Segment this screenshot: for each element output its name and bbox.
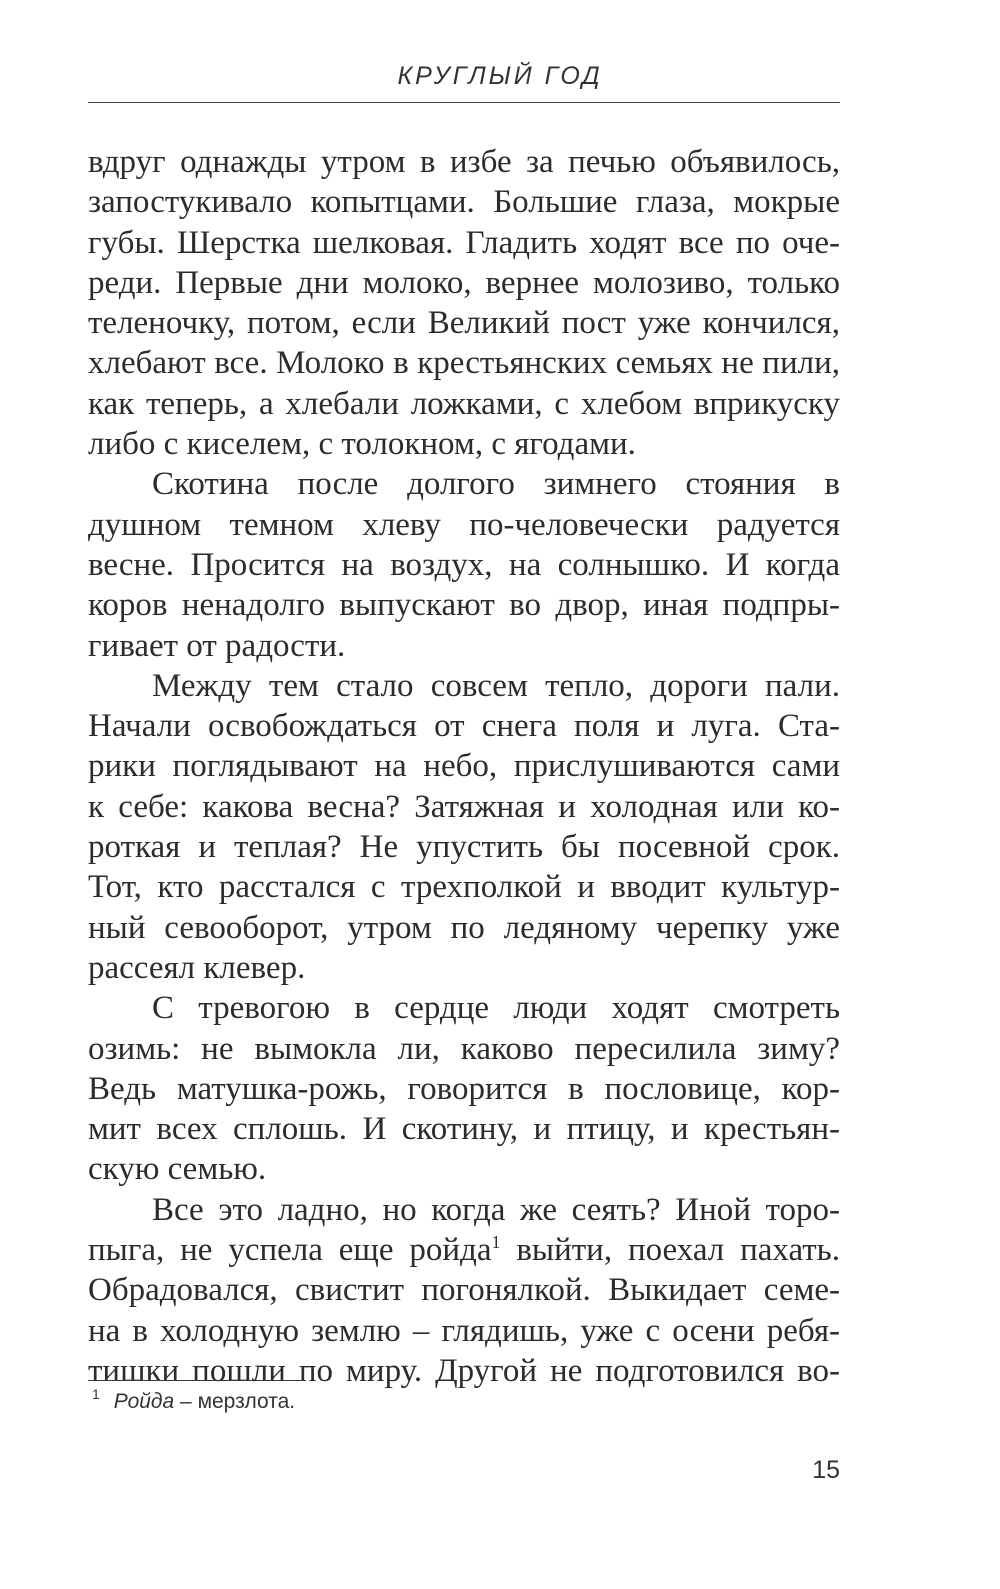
- text-line: на в холодную землю – глядишь, уже с осени ребя-: [88, 1312, 840, 1349]
- text-line: запостукивало копытцами. Большие глаза, мокрые: [88, 184, 840, 221]
- text-line: гивает от радости.: [88, 627, 346, 664]
- text-line: Тот, кто расстался с трехполкой и вводит культур-: [88, 869, 840, 906]
- footnote-marker: 1: [92, 1386, 100, 1402]
- text-line: как теперь, а хлебали ложками, с хлебом вприкуску: [88, 385, 840, 422]
- text-line: к себе: какова весна? Затяжная и холодная или ко-: [88, 788, 840, 825]
- text-line: коров ненадолго выпускают во двор, иная подпры-: [88, 587, 840, 624]
- header-rule: [88, 102, 840, 103]
- footnote-rule: [88, 1380, 306, 1381]
- main-text: [88, 142, 840, 1391]
- text-line: губы. Шерстка шелковая. Гладить ходят все по оче-: [88, 224, 840, 261]
- text-line: хлебают все. Молоко в крестьянских семьях не пили,: [88, 345, 840, 382]
- text-line-with-footnote-ref: [88, 1230, 840, 1270]
- footnote-definition: – мерзлота.: [174, 1390, 296, 1413]
- text-line: ный севооборот, утром по ледяному черепку уже: [88, 909, 840, 946]
- text-line: душном темном хлеву по-человечески радуется: [88, 506, 840, 543]
- text-line: С тревогою в сердце люди ходят смотреть: [152, 990, 840, 1027]
- running-head: КРУГЛЫЙ ГОД: [397, 62, 603, 90]
- text-line: скую семью.: [88, 1151, 267, 1188]
- footnote: [92, 1386, 295, 1414]
- text-line: теленочку, потом, если Великий пост уже кончился,: [88, 305, 840, 342]
- footnote-term: Ройда: [113, 1390, 175, 1413]
- page-number: 15: [812, 1456, 840, 1484]
- text-line: тишки пошли по миру. Другой не подготовился во-: [88, 1352, 840, 1389]
- text-line: вдруг однажды утром в избе за печью объявилось,: [88, 144, 840, 180]
- text-line: мит всех сплошь. И скотину, и птицу, и крестьян-: [88, 1111, 840, 1148]
- text-line: Ведь матушка-рожь, говорится в пословице, кор-: [88, 1070, 840, 1107]
- text-fragment: выйти, поехал пахать.: [500, 1232, 840, 1269]
- text-line: рики поглядывают на небо, прислушиваются сами: [88, 748, 840, 785]
- text-line: озимь: не вымокла ли, каково пересилила зиму?: [88, 1030, 840, 1067]
- text-line: Обрадовался, свистит погонялкой. Выкидает семе-: [88, 1272, 840, 1309]
- text-line: Начали освобождаться от снега поля и луга. Ста-: [88, 708, 840, 745]
- text-fragment: пыга, не успела еще ройда: [88, 1232, 492, 1269]
- text-line: реди. Первые дни молоко, вернее молозиво, только: [88, 264, 840, 301]
- text-line: Скотина после долгого зимнего стояния в: [152, 466, 840, 503]
- text-line: либо с киселем, с толокном, с ягодами.: [88, 426, 636, 463]
- footnote-reference[interactable]: 1: [491, 1232, 501, 1253]
- text-line: Между тем стало совсем тепло, дороги пали.: [152, 667, 840, 704]
- text-line: рассеял клевер.: [88, 949, 306, 986]
- text-line: роткая и теплая? Не упустить бы посевной срок.: [88, 829, 840, 866]
- text-line: весне. Просится на воздух, на солнышко. И когда: [88, 546, 840, 583]
- text-line: Все это ладно, но когда же сеять? Иной торо-: [152, 1191, 840, 1228]
